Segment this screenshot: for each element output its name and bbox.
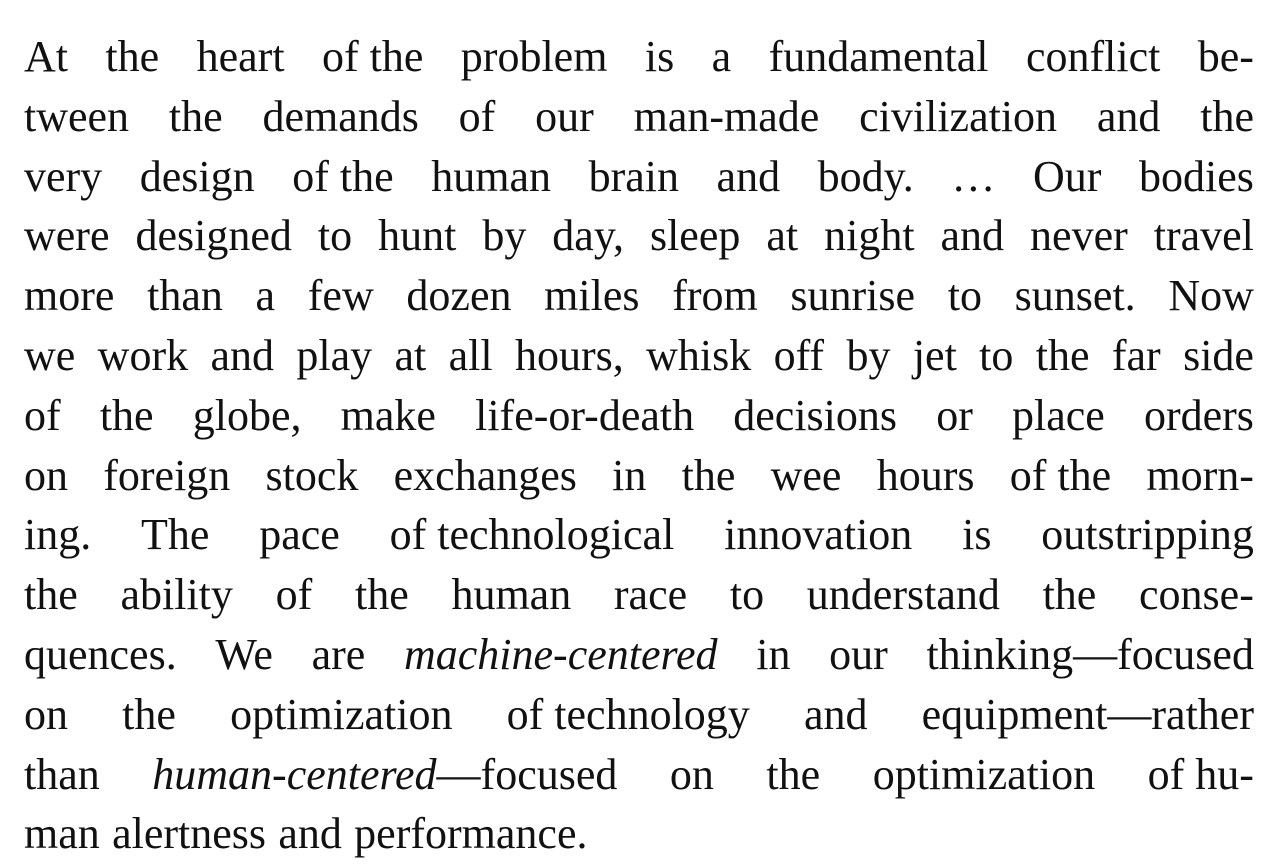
emphasized-word: machine-centered [404,629,718,679]
word: at [766,211,799,261]
word: by [846,330,891,380]
text-line [24,87,1254,147]
word: conflict [1025,32,1161,81]
word: equipment—rather [921,689,1254,739]
word: exchanges [393,450,577,500]
word: more [24,271,115,321]
word: our [829,629,888,679]
word: performance. [354,809,588,859]
word: of the [321,32,424,81]
word: of technological [389,510,675,560]
word: man-made [633,91,820,141]
word: bodies [1138,151,1254,201]
text-line [24,685,1254,745]
word: on [669,749,714,799]
word: on [24,450,68,500]
word: the [766,749,821,799]
word: the [1035,330,1090,380]
word: globe, [192,390,302,440]
word: orders [1143,390,1254,440]
word: hours, [514,330,624,380]
word: demands [262,91,419,141]
word: quences. [24,629,177,679]
word: hunt [378,211,457,261]
word: design [139,151,255,201]
word: sleep [649,211,741,261]
word: Now [1168,271,1254,321]
word: human [431,151,551,201]
word: hours [876,450,975,500]
word: the [1200,91,1254,141]
word: and [940,211,1005,261]
word: we [24,330,76,380]
word: few [307,271,374,321]
word: foreign [103,450,231,500]
word: tween [24,91,130,141]
word: in [612,450,647,500]
word: by [482,211,527,261]
word: … [951,151,996,201]
word: travel [1153,211,1254,261]
word: thinking—focused [926,629,1254,679]
word: understand [806,570,1000,620]
word: stock [265,450,359,500]
word: to [729,570,765,620]
word: ability [120,570,233,620]
word: problem [460,32,608,81]
word: We [215,629,273,679]
text-line [24,804,1254,864]
word: far [1111,330,1161,380]
word: our [535,91,594,141]
word: and [803,689,868,739]
word: at [394,330,427,380]
word: civilization [859,91,1058,141]
word: and [1096,91,1161,141]
word: Our [1032,151,1102,201]
word: optimization [230,689,453,739]
text-line [24,27,1254,87]
word: and [210,330,274,380]
word: the [1042,570,1097,620]
word: never [1030,211,1128,261]
word: ing. [24,510,92,560]
word: whisk [646,330,752,380]
word: the [24,570,78,620]
word: on [24,689,68,739]
word: The [141,510,210,560]
word: off [773,330,825,380]
word: day, [552,211,624,261]
word: outstripping [1041,510,1254,560]
word: of technology [506,689,750,739]
word: sunrise [790,271,916,321]
word: than [147,271,223,321]
word-tail: —focused [436,749,618,799]
word: are [311,629,366,679]
word: fundamental [768,32,989,81]
word: to [947,271,982,321]
text-line [24,505,1254,565]
word: is [962,510,992,560]
text-line [24,147,1254,207]
word: place [1012,390,1105,440]
word: decisions [733,390,898,440]
text-line [24,446,1254,506]
word: and [278,809,342,859]
word: the [168,91,223,141]
word: the [122,689,176,739]
word: brain [588,151,679,201]
word: night [824,211,915,261]
word: all [448,330,493,380]
word: jet [912,330,957,380]
word: the [354,570,409,620]
word: from [672,271,758,321]
word: man [24,809,100,859]
word: life-or-death [475,390,695,440]
word: morn- [1146,450,1254,500]
word: human [451,570,572,620]
word: of hu- [1147,749,1254,799]
word: the [105,32,160,81]
word: At [24,32,68,81]
text-line [24,266,1254,326]
word: side [1183,330,1254,380]
word: to [317,211,353,261]
word: and [716,151,781,201]
word: designed [135,211,292,261]
word: than [24,749,100,799]
word: body. [817,151,914,201]
word: of [275,570,313,620]
word: work [97,330,189,380]
word: sunset. [1014,271,1136,321]
word: of the [292,151,394,201]
word: innovation [724,510,913,560]
word: optimization [872,749,1096,799]
text-line [24,745,1254,805]
word: heart [196,32,285,81]
word: dozen [406,271,512,321]
word: the [99,390,154,440]
word: were [24,211,110,261]
word: wee [770,450,842,500]
quoted-passage [24,27,1254,864]
word: play [296,330,373,380]
text-line [24,386,1254,446]
word: alertness [112,809,267,859]
text-line [24,326,1254,386]
word: race [613,570,688,620]
text-line [24,625,1254,685]
word: or [936,390,973,440]
word: pace [259,510,340,560]
word: of [458,91,496,141]
word: of [24,390,61,440]
word: to [979,330,1014,380]
word: a [711,32,732,81]
text-line [24,206,1254,266]
emphasized-word: human-centered [152,749,437,799]
word: be- [1197,32,1254,81]
word: very [24,151,103,201]
word: a [255,271,276,321]
text-line [24,565,1254,625]
word: is [644,32,675,81]
word: miles [544,271,640,321]
word: the [681,450,736,500]
word: conse- [1139,570,1254,620]
word: make [340,390,436,440]
word [152,745,617,805]
word [404,625,718,685]
word: in [756,629,791,679]
word: of the [1009,450,1112,500]
